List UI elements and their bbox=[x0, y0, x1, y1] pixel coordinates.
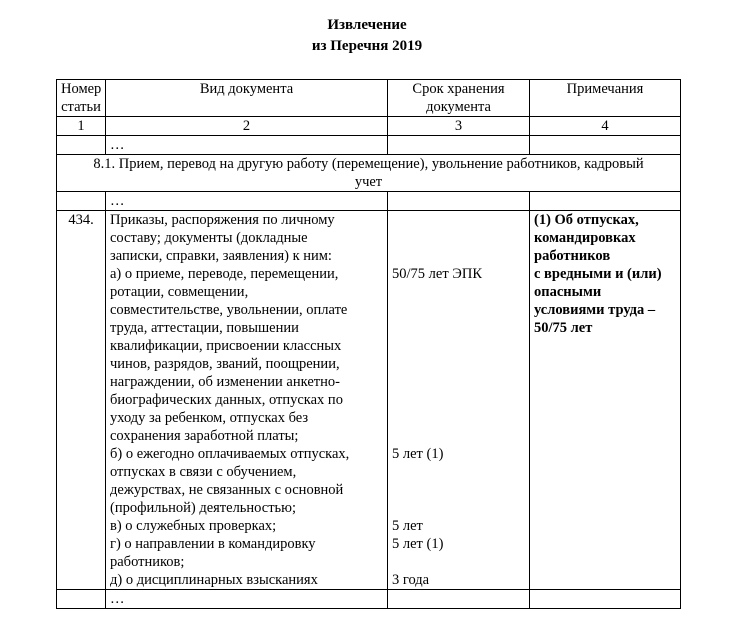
retention-term-v: 5 лет bbox=[392, 518, 423, 534]
header-document-type: Вид документа bbox=[106, 80, 388, 117]
note-line: условиями труда – bbox=[534, 302, 656, 318]
doc-line: а) о приеме, переводе, перемещении, bbox=[110, 266, 339, 282]
header-row bbox=[57, 80, 681, 117]
header-retention-period: Срок хранения документа bbox=[388, 80, 530, 117]
ellipsis-row bbox=[57, 192, 681, 211]
retention-term-a: 50/75 лет ЭПК bbox=[392, 266, 483, 282]
retention-term-b: 5 лет (1) bbox=[392, 446, 444, 462]
document-title: Извлечение bbox=[327, 17, 407, 33]
doc-line: уходу за ребенком, отпусках без bbox=[110, 410, 309, 426]
doc-line: в) о служебных проверках; bbox=[110, 518, 277, 534]
doc-line: ротации, совмещении, bbox=[110, 284, 249, 300]
doc-line: труда, аттестации, повышении bbox=[110, 320, 299, 336]
note-line: 50/75 лет bbox=[534, 320, 593, 336]
note-line: работников bbox=[534, 248, 611, 264]
doc-line: г) о направлении в командировку bbox=[110, 536, 316, 552]
retention-term-g: 5 лет (1) bbox=[392, 536, 444, 552]
doc-line: работников; bbox=[110, 554, 185, 570]
document-type-cell bbox=[106, 211, 388, 590]
ellipsis-row bbox=[57, 590, 681, 609]
column-number: 2 bbox=[106, 117, 388, 136]
document-subtitle: из Перечня 2019 bbox=[311, 38, 423, 54]
ellipsis: … bbox=[106, 590, 388, 609]
extract-table bbox=[56, 79, 681, 609]
header-article-number: Номер статьи bbox=[57, 80, 106, 117]
doc-line: д) о дисциплинарных взысканиях bbox=[110, 572, 318, 588]
doc-line: отпусках в связи с обучением, bbox=[110, 464, 297, 480]
column-number-row bbox=[57, 117, 681, 136]
section-heading: 8.1. Прием, перевод на другую работу (перемещение), увольнение работников, кадровый учет bbox=[57, 155, 681, 192]
note-line: опасными bbox=[534, 284, 602, 300]
doc-line: сохранения заработной платы; bbox=[110, 428, 299, 444]
section-heading-row bbox=[57, 155, 681, 192]
header-notes: Примечания bbox=[530, 80, 681, 117]
ellipsis: … bbox=[106, 136, 388, 155]
doc-line: совместительстве, увольнении, оплате bbox=[110, 302, 348, 318]
doc-line: биографических данных, отпусках по bbox=[110, 392, 343, 408]
ellipsis: … bbox=[106, 192, 388, 211]
doc-line: записки, справки, заявления) к ним: bbox=[110, 248, 332, 264]
retention-term-d: 3 года bbox=[392, 572, 430, 588]
ellipsis-row bbox=[57, 136, 681, 155]
doc-line: (профильной) деятельностью; bbox=[110, 500, 297, 516]
column-number: 4 bbox=[530, 117, 681, 136]
note-line: с вредными и (или) bbox=[534, 266, 662, 282]
doc-line: составу; документы (докладные bbox=[110, 230, 308, 246]
note-line: командировках bbox=[534, 230, 636, 246]
doc-line: квалификации, присвоении классных bbox=[110, 338, 342, 354]
doc-line: Приказы, распоряжения по личному bbox=[110, 212, 335, 228]
notes-cell bbox=[530, 211, 681, 590]
doc-line: б) о ежегодно оплачиваемых отпусках, bbox=[110, 446, 350, 462]
article-row bbox=[57, 211, 681, 590]
doc-line: награждении, об изменении анкетно- bbox=[110, 374, 340, 390]
doc-line: чинов, разрядов, званий, поощрении, bbox=[110, 356, 340, 372]
retention-period-cell bbox=[388, 211, 530, 590]
column-number: 3 bbox=[388, 117, 530, 136]
doc-line: дежурствах, не связанных с основной bbox=[110, 482, 344, 498]
note-line: (1) Об отпусках, bbox=[534, 212, 639, 228]
article-number: 434. bbox=[57, 211, 106, 590]
column-number: 1 bbox=[57, 117, 106, 136]
